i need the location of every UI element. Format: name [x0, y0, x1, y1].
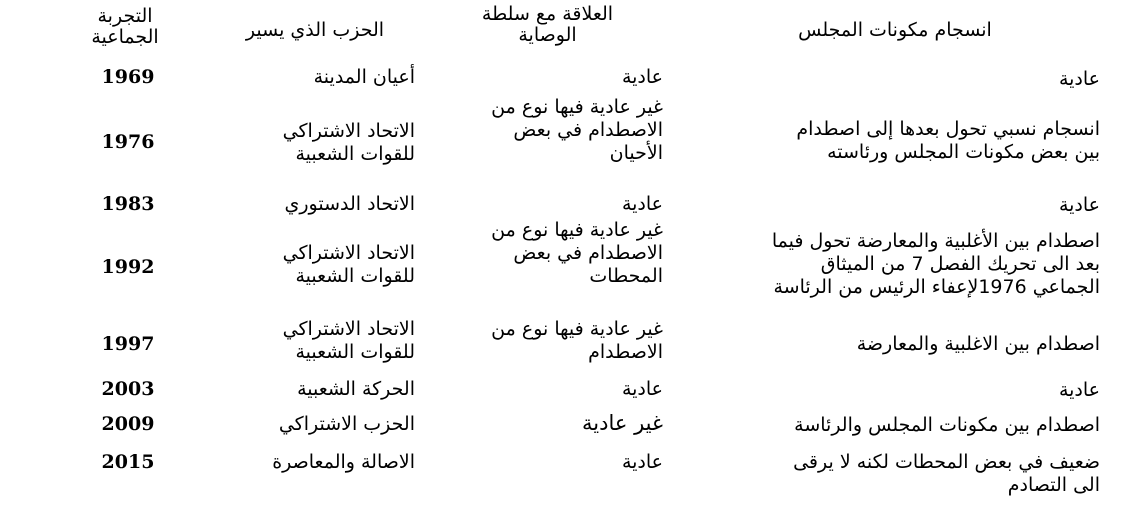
row-cohesion: اصطدام بين الاغلبية والمعارضة — [856, 333, 1100, 355]
row-year: 1992 — [101, 256, 155, 278]
row-year: 1969 — [101, 66, 155, 88]
row-cohesion: ضعيف في بعض المحطات لكنه لا يرقى الى التصادم — [793, 451, 1100, 496]
row-cohesion: عادية — [1058, 194, 1100, 216]
row-year: 1983 — [101, 193, 155, 215]
row-party: الاتحاد الاشتراكي للقوات الشعبية — [282, 242, 415, 287]
row-cohesion: اصطدام بين مكونات المجلس والرئاسة — [794, 414, 1100, 436]
row-year: 2009 — [101, 413, 155, 435]
row-year: 2003 — [101, 378, 155, 400]
row-party: الاصالة والمعاصرة — [272, 451, 415, 473]
row-year: 1976 — [101, 131, 155, 153]
row-year: 1997 — [101, 333, 155, 355]
row-cohesion: عادية — [1058, 68, 1100, 90]
header-party: الحزب الذي يسير — [245, 19, 385, 41]
row-party: أعيان المدينة — [313, 66, 415, 88]
row-party: الحزب الاشتراكي — [278, 413, 415, 435]
row-relation: غير عادية فيها نوع من الاصطدام في بعض المحطات — [491, 219, 663, 287]
row-cohesion: انسجام نسبي تحول بعدها إلى اصطدام بين بعض مكونات المجلس ورئاسته — [796, 118, 1100, 163]
row-relation: غير عادية فيها نوع من الاصطدام — [491, 318, 663, 363]
header-cohesion: انسجام مكونات المجلس — [798, 19, 992, 41]
row-relation: عادية — [621, 378, 663, 400]
row-party: الاتحاد الاشتراكي للقوات الشعبية — [282, 120, 415, 165]
row-party: الاتحاد الدستوري — [284, 193, 415, 215]
row-cohesion: عادية — [1058, 379, 1100, 401]
row-relation: عادية — [621, 451, 663, 473]
header-relation: العلاقة مع سلطة الوصاية — [481, 3, 614, 46]
row-year: 2015 — [101, 451, 155, 473]
row-relation: غير عادية فيها نوع من الاصطدام في بعض الأحيان — [491, 96, 663, 164]
row-relation: عادية — [621, 66, 663, 88]
header-experience: التجربة الجماعية — [91, 5, 159, 48]
row-relation: غير عادية — [582, 411, 663, 435]
row-party: الحركة الشعبية — [297, 378, 415, 400]
row-relation: عادية — [621, 193, 663, 215]
row-cohesion: اصطدام بين الأغلبية والمعارضة تحول فيما بعد الى تحريك الفصل 7 من الميثاق الجماعي 1976لإعفاء الرئيس من الرئاسة — [771, 230, 1100, 298]
row-party: الاتحاد الاشتراكي للقوات الشعبية — [282, 318, 415, 363]
